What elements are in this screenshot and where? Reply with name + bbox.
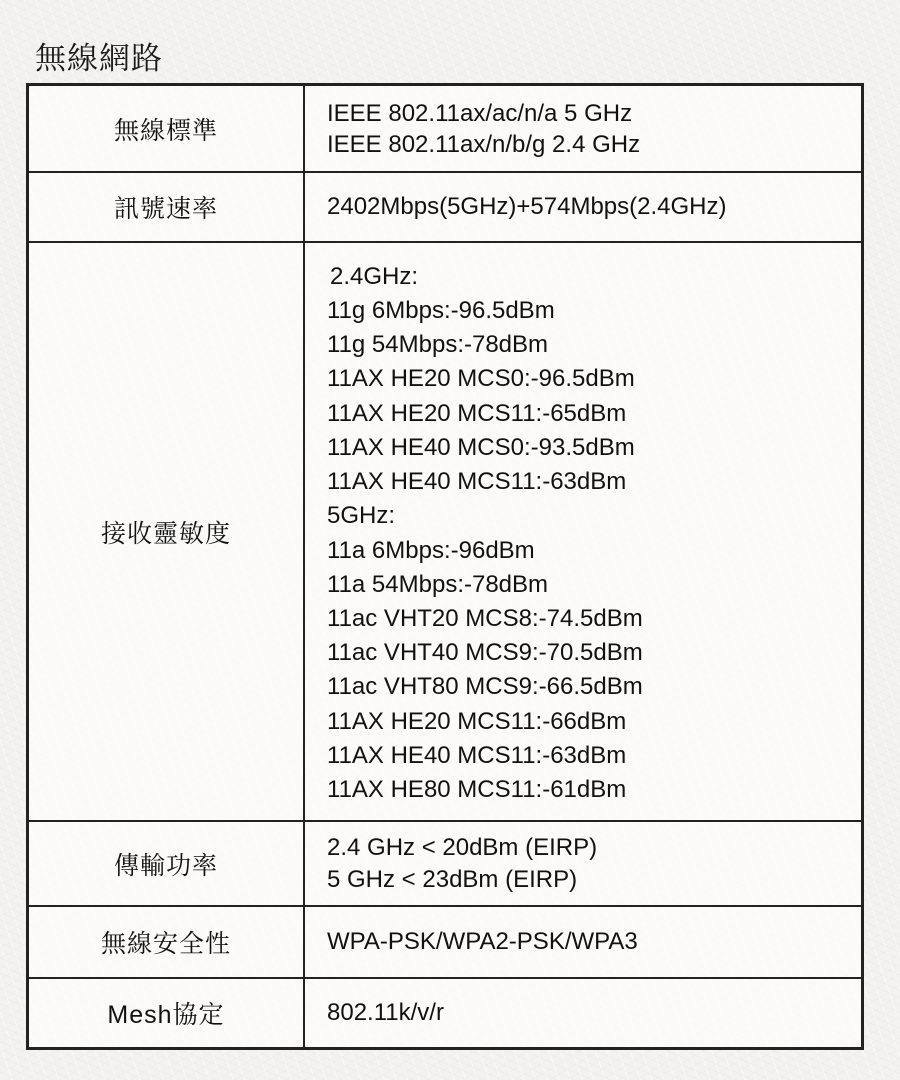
table-row-wireless-security (28, 906, 863, 978)
row-value-transmit-power (304, 821, 863, 906)
row-label-receive-sensitivity: 接收靈敏度 (28, 242, 305, 821)
page-title: 無線網路 (35, 41, 163, 76)
value-line: IEEE 802.11ax/n/b/g 2.4 GHz (327, 130, 641, 158)
table-row-signal-rate (28, 172, 863, 242)
row-label-transmit-power: 傳輸功率 (28, 821, 305, 906)
value-line: 2.4GHz: (330, 262, 419, 290)
row-label-wireless-standard: 無線標準 (28, 85, 305, 173)
value-line: 11a 6Mbps:-96dBm (327, 536, 535, 564)
row-value-mesh-protocol (304, 978, 863, 1049)
value-line: 11AX HE20 MCS11:-65dBm (327, 399, 627, 427)
value-line: 11AX HE20 MCS0:-96.5dBm (327, 365, 635, 393)
value-line: 5 GHz < 23dBm (EIRP) (327, 865, 578, 893)
row-value-receive-sensitivity (304, 242, 863, 821)
value-line: 11a 54Mbps:-78dBm (327, 570, 549, 598)
value-line: 11ac VHT80 MCS9:-66.5dBm (327, 673, 643, 701)
value-line: 11ac VHT40 MCS9:-70.5dBm (327, 639, 643, 667)
row-label-signal-rate: 訊號速率 (28, 172, 305, 242)
value-line: WPA-PSK/WPA2-PSK/WPA3 (327, 928, 638, 955)
value-line: 11AX HE80 MCS11:-61dBm (327, 775, 627, 803)
table-row-mesh-protocol (28, 978, 863, 1049)
value-line: 11g 6Mbps:-96.5dBm (327, 297, 555, 325)
value-line: 11g 54Mbps:-78dBm (327, 331, 549, 359)
row-value-wireless-standard (304, 85, 863, 173)
value-line: 2402Mbps(5GHz)+574Mbps(2.4GHz) (327, 193, 727, 220)
table-row-transmit-power (28, 821, 863, 906)
value-line: 2.4 GHz < 20dBm (EIRP) (327, 833, 598, 861)
value-line: 5GHz: (327, 502, 396, 530)
value-line: 802.11k/v/r (327, 999, 444, 1026)
table-row-receive-sensitivity (28, 242, 863, 821)
spec-table (26, 83, 864, 1050)
table-row-wireless-standard (28, 85, 863, 173)
value-line: 11AX HE40 MCS11:-63dBm (327, 468, 627, 496)
row-value-wireless-security (304, 906, 863, 978)
value-line: IEEE 802.11ax/ac/n/a 5 GHz (327, 99, 633, 127)
value-line: 11ac VHT20 MCS8:-74.5dBm (327, 604, 643, 632)
row-label-mesh-protocol: Mesh協定 (28, 978, 305, 1049)
row-value-signal-rate (304, 172, 863, 242)
row-label-wireless-security: 無線安全性 (28, 906, 305, 978)
value-line: 11AX HE40 MCS11:-63dBm (327, 741, 627, 769)
value-line: 11AX HE20 MCS11:-66dBm (327, 707, 627, 735)
value-line: 11AX HE40 MCS0:-93.5dBm (327, 433, 635, 461)
